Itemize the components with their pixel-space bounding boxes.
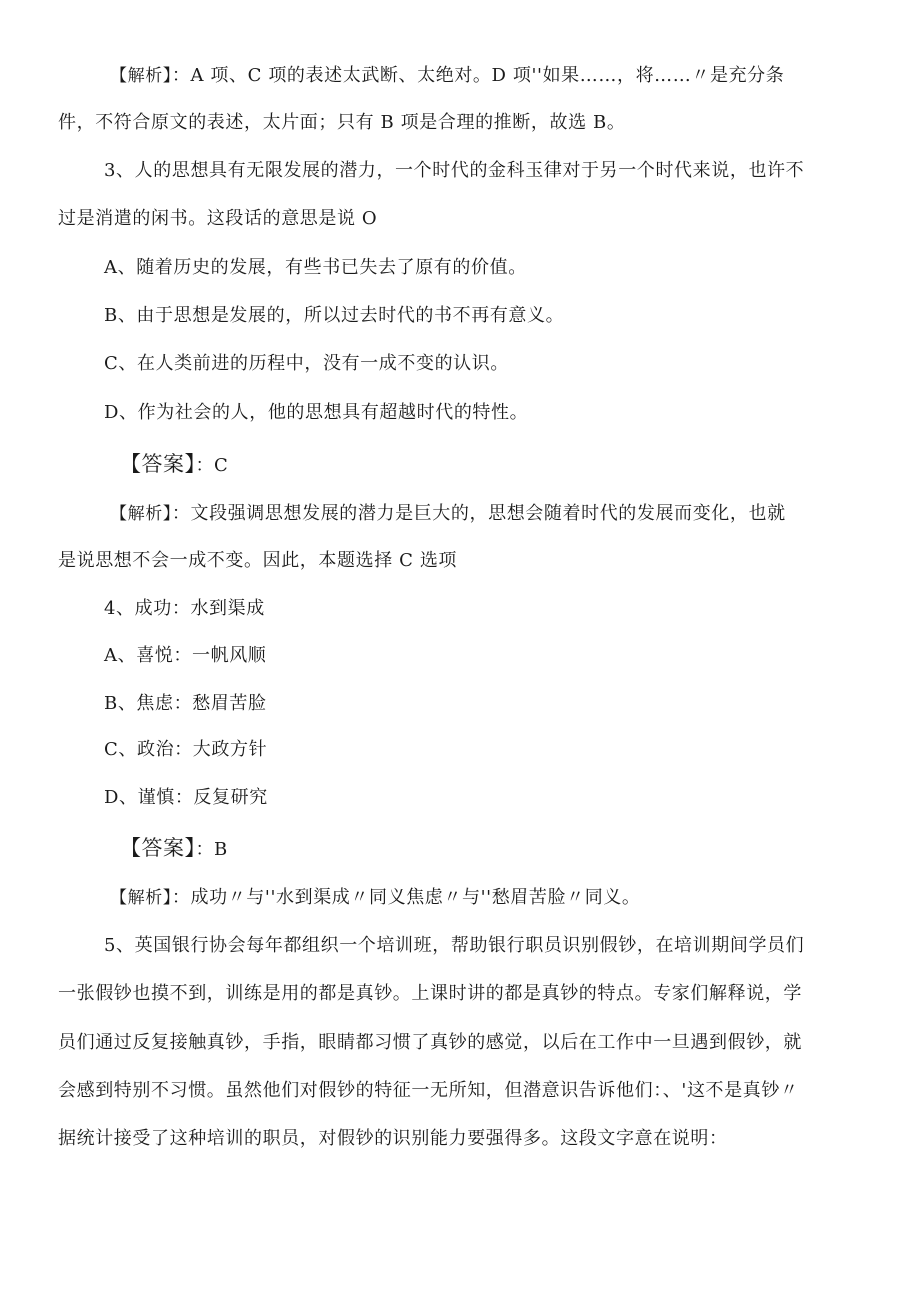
analysis-tag: 【解析】 (110, 888, 172, 908)
analysis-tag: 【解析】 (110, 504, 172, 524)
question-5-stem-line-2: 一张假钞也摸不到，训练是用的都是真钞。上课时讲的都是真钞的特点。专家们解释说，学 (58, 983, 802, 1004)
question-3-option-b: B、由于思想是发展的，所以过去时代的书不再有意义。 (104, 305, 565, 326)
question-3-analysis-line-1 (110, 502, 786, 526)
analysis-paragraph-2-line-1 (110, 64, 784, 88)
question-5-stem-line-4: 会感到特别不习惯。虽然他们对假钞的特征一无所知，但潜意识告诉他们：、'这不是真钞〃 (58, 1080, 799, 1101)
answer-tag: 【答案】 (120, 452, 196, 476)
question-5-stem-line-1: 5、英国银行协会每年都组织一个培训班，帮助银行职员识别假钞，在培训期间学员们 (104, 935, 805, 956)
question-5-stem-line-3: 员们通过反复接触真钞，手指，眼睛都习惯了真钞的感觉，以后在工作中一旦遇到假钞，就 (58, 1032, 802, 1053)
question-4-option-a: A、喜悦：一帆风顺 (104, 645, 267, 666)
question-5-stem-line-5: 据统计接受了这种培训的职员，对假钞的识别能力要强得多。这段文字意在说明： (58, 1128, 728, 1149)
question-3-stem-line-1: 3、人的思想具有无限发展的潜力，一个时代的金科玉律对于另一个时代来说，也许不 (104, 160, 805, 181)
analysis-text: ：文段强调思想发展的潜力是巨大的，思想会随着时代的发展而变化，也就 (171, 503, 786, 524)
question-4-stem: 4、成功：水到渠成 (104, 598, 265, 619)
question-3-option-c: C、在人类前进的历程中，没有一成不变的认识。 (104, 353, 509, 374)
question-4-option-d: D、谨慎：反复研究 (104, 787, 268, 808)
question-3-analysis-line-2: 是说思想不会一成不变。因此，本题选择 C 选项 (58, 550, 458, 571)
analysis-paragraph-2-line-2: 件，不符合原文的表述，太片面；只有 B 项是合理的推断，故选 B。 (58, 112, 626, 133)
question-3-answer (120, 452, 228, 478)
answer-tag: 【答案】 (120, 836, 196, 860)
question-4-option-b: B、焦虑：愁眉苦脸 (104, 693, 267, 714)
question-3-option-a: A、随着历史的发展，有些书已失去了原有的价值。 (104, 257, 527, 278)
answer-value: ：B (195, 839, 228, 860)
question-3-stem-line-2: 过是消遣的闲书。这段话的意思是说 O (58, 208, 378, 229)
analysis-text: ：成功〃与''水到渠成〃同义焦虑〃与''愁眉苦脸〃同义。 (171, 887, 641, 908)
question-4-analysis (110, 886, 641, 910)
answer-value: ：C (195, 455, 229, 476)
question-3-option-d: D、作为社会的人，他的思想具有超越时代的特性。 (104, 402, 529, 423)
question-4-option-c: C、政治：大政方针 (104, 739, 268, 760)
question-4-answer (120, 836, 228, 862)
analysis-tag: 【解析】 (110, 66, 172, 86)
analysis-text: ：A 项、C 项的表述太武断、太绝对。D 项''如果……，将……〃是充分条 (171, 65, 785, 86)
